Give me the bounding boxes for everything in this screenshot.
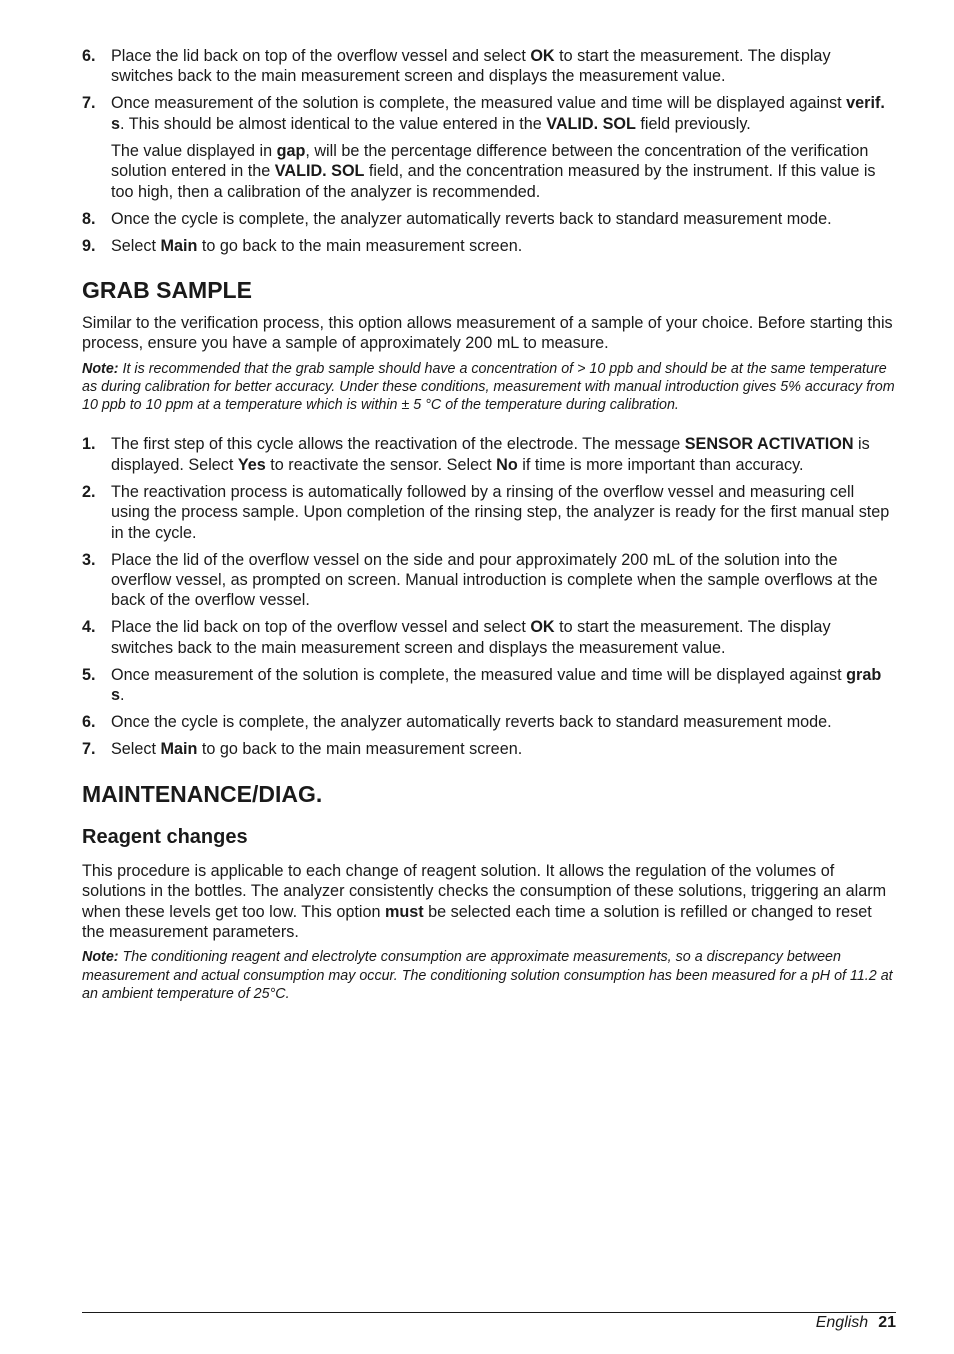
list-item: 8. Once the cycle is complete, the analyzer automatically reverts back to standard measurement mode. (82, 209, 832, 228)
reagent-changes-paragraph: This procedure is applicable to each change of reagent solution. It allows the regulation of the volumes of solutions in the bottles. The analyzer consistently checks the consumption of these solutions, triggering an alarm when these levels get too low. This option must be selected each time a solution is refilled or changed to reset the measurement parameters. (82, 861, 887, 941)
list-item: 7. Select Main to go back to the main measurement screen. (82, 740, 523, 759)
step-number: 7. (82, 740, 96, 759)
reagent-changes-note: Note: The conditioning reagent and electrolyte consumption are approximate measurements, so a discrepancy between measurement and actual consumption may occur. The conditioning solution consumption has been measured for a pH of 11.2 at an ambient temperature of 25°C. (82, 949, 893, 1002)
step-number: 6. (82, 47, 96, 65)
verification-steps-list (82, 46, 896, 256)
step-number: 3. (82, 550, 96, 569)
list-item: 7. Once measurement of the solution is complete, the measured value and time will be displayed against verif. s. This should be almost identical to the value entered in the VALID. SOL field previously. The value displayed in gap, will be the percentage difference between the concentration of the verification solution entered in the VALID. SOL field, and the concentration measured by the instrument. If this value is too high, then a calibration of the analyzer is recommended. (82, 93, 896, 202)
subsection-heading-reagent-changes: Reagent changes (82, 825, 248, 848)
grab-sample-intro: Similar to the verification process, this option allows measurement of a sample of your choice. Before starting this process, ensure you have a sample of approximately 200 mL to measure. (82, 314, 893, 353)
step-number: 8. (82, 209, 96, 228)
list-item: 5. Once measurement of the solution is complete, the measured value and time will be displayed against grab s. (82, 665, 882, 705)
list-item: 4. Place the lid back on top of the overflow vessel and select OK to start the measurement. The display switches back to the main measurement screen and displays the measurement value. (82, 618, 831, 657)
grab-sample-note: Note: It is recommended that the grab sample should have a concentration of > 10 ppb and should be at the same temperature as during calibration for better accuracy. Under these conditions, measurement with manual introduction gives 5% accuracy from 10 ppb to 10 ppm at a temperature which is within ± 5 °C of the temperature during calibration. (82, 360, 895, 414)
step-number: 6. (82, 713, 96, 732)
page-content (82, 46, 896, 1003)
step-number: 5. (82, 665, 96, 684)
step-number: 4. (82, 618, 96, 637)
list-item: 3. Place the lid of the overflow vessel on the side and pour approximately 200 mL of the solution into the overflow vessel, as prompted on screen. Manual introduction is complete when the sample overflows at the back of the overflow vessel. (82, 550, 878, 610)
grab-sample-steps-list (82, 434, 896, 759)
footer-language: English (815, 1314, 869, 1331)
list-item: 1. The first step of this cycle allows the reactivation of the electrode. The message SENSOR ACTIVATION is displayed. Select Yes to reactivate the sensor. Select No if time is more important than accuracy. (82, 435, 870, 474)
step-number: 9. (82, 236, 96, 255)
step-detail-paragraph: The value displayed in gap, will be the percentage difference between the concentration of the verification solution entered in the VALID. SOL field, and the concentration measured by the instrument. If this value is too high, then a calibration of the analyzer is recommended. (111, 141, 876, 201)
step-number: 7. (82, 94, 96, 113)
page-number: 21 (878, 1314, 896, 1331)
list-item: 6. Once the cycle is complete, the analyzer automatically reverts back to standard measurement mode. (82, 713, 832, 732)
step-number: 1. (82, 435, 96, 454)
list-item: 2. The reactivation process is automatically followed by a rinsing of the overflow vessel and measuring cell using the process sample. Upon completion of the rinsing step, the analyzer is ready for the first manual step in the cycle. (82, 482, 890, 542)
section-heading-grab-sample: GRAB SAMPLE (82, 277, 252, 304)
page-footer (82, 1312, 896, 1331)
list-item: 9. Select Main to go back to the main measurement screen. (82, 236, 523, 255)
list-item: 6. Place the lid back on top of the overflow vessel and select OK to start the measurement. The display switches back to the main measurement screen and displays the measurement value. (82, 47, 831, 86)
section-heading-maintenance: MAINTENANCE/DIAG. (82, 780, 323, 807)
step-number: 2. (82, 482, 96, 501)
